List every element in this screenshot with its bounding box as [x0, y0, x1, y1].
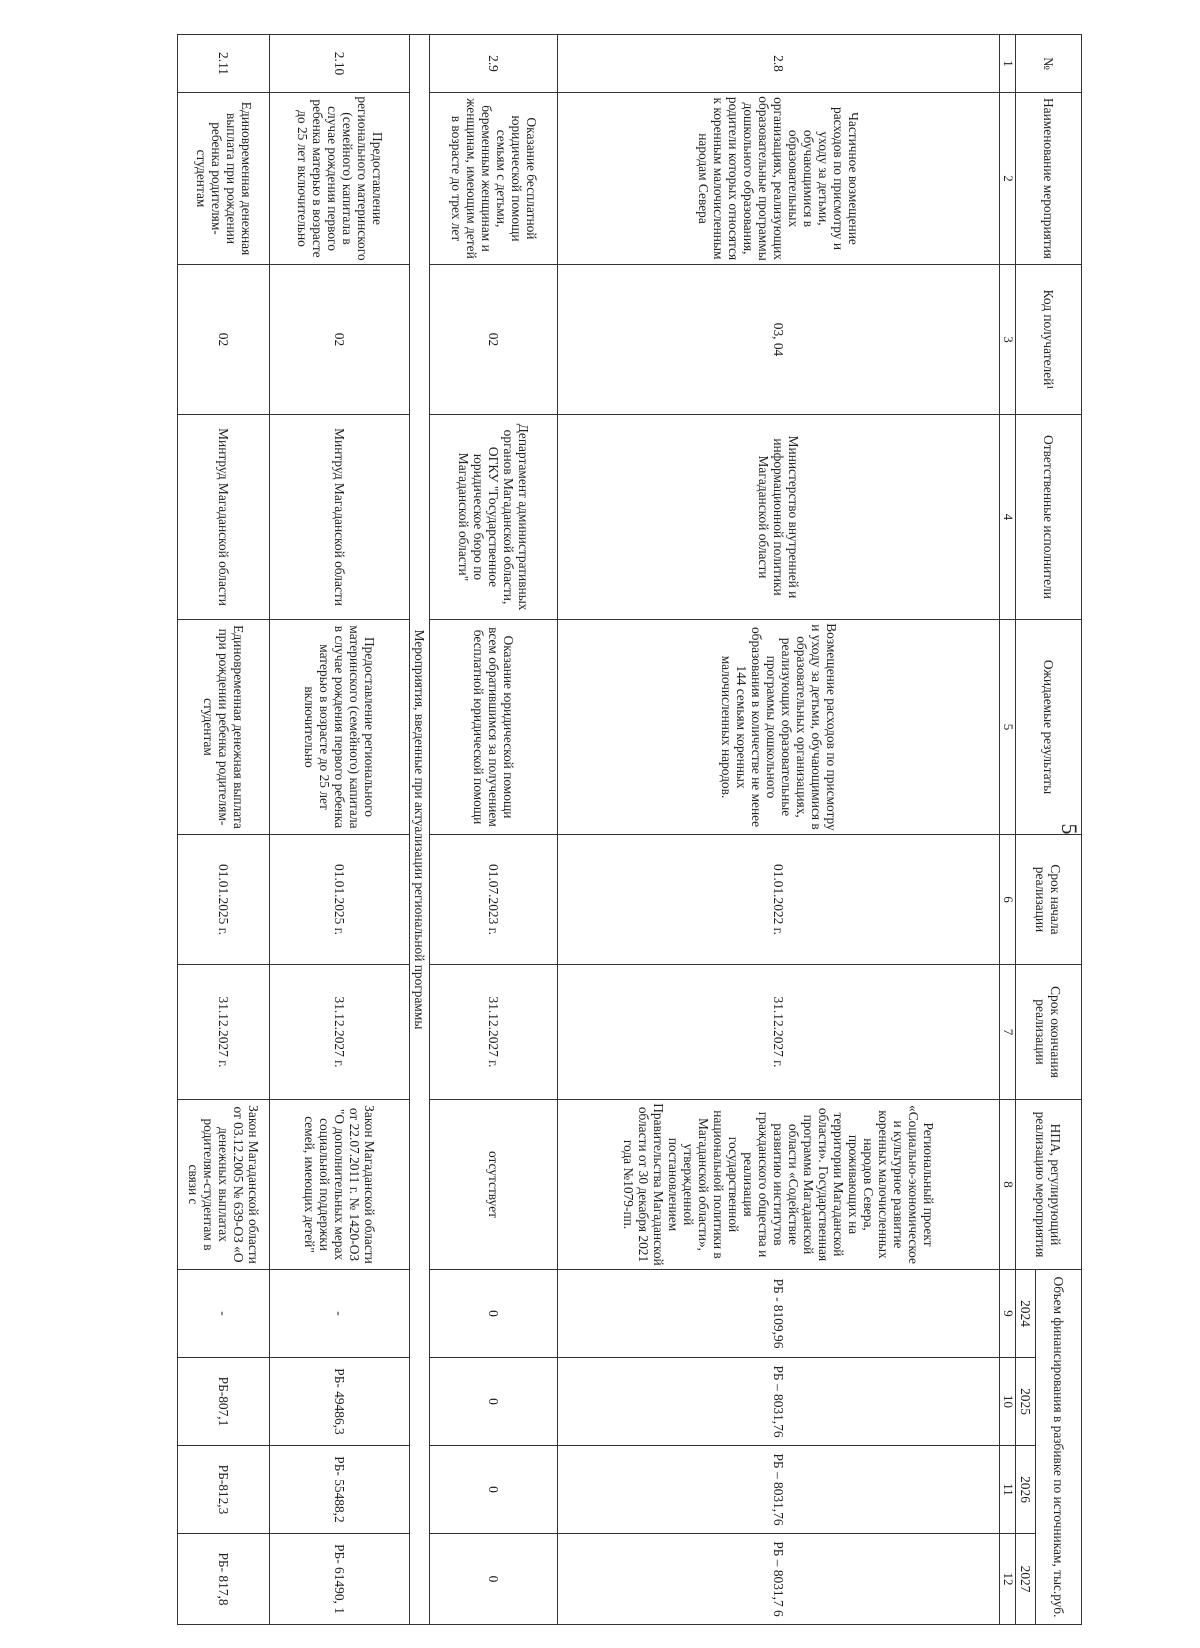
colnum: 1: [1000, 35, 1016, 93]
row-2025: РБ – 8031,76: [558, 1358, 1000, 1446]
table-row: [178, 35, 270, 1625]
row-2024: 0: [430, 1270, 558, 1358]
header-no: №: [1016, 35, 1082, 93]
row-no: 2.11: [178, 35, 270, 93]
colnum: 6: [1000, 835, 1016, 965]
row-executor: Министерство внутренней и информационной политики Магаданской области: [558, 415, 1000, 620]
row-name: Частичное возмещение расходов по присмотру и уходу за детьми, обучающимися в образовательных организациях, реализующих образовательные программы дошкольного образования, родители которых относятся к коренным малочисленным народам Севера: [558, 93, 1000, 265]
row-npa: отсутствует: [430, 1100, 558, 1270]
row-result: Оказание юридической помощи всем обратившимся за получением бесплатной юридической помощи: [430, 620, 558, 835]
row-npa: Закон Магаданской области от 22.07.2011 г. № 1420-ОЗ "О дополнительных мерах социальной поддержки семей, имеющих детей": [270, 1100, 410, 1270]
row-no: 2.8: [558, 35, 1000, 93]
row-code: 02: [270, 265, 410, 415]
row-2026: 0: [430, 1446, 558, 1534]
row-end: 31.12.2027 г.: [558, 965, 1000, 1100]
colnum: 2: [1000, 93, 1016, 265]
colnum: 5: [1000, 620, 1016, 835]
colnum: 10: [1000, 1358, 1016, 1446]
header-npa: НПА, регулирующий реализацию мероприятия: [1016, 1100, 1082, 1270]
header-year-2026: 2026: [1016, 1446, 1036, 1534]
row-npa: Закон Магаданской области от 03.12.2005 № 639-ОЗ «О денежных выплатах родителям-студентам в связи с: [178, 1100, 270, 1270]
row-name: Единовременная денежная выплата при рождении ребенка родителям-студентам: [178, 93, 270, 265]
colnum: 4: [1000, 415, 1016, 620]
section-row: [410, 35, 430, 1625]
header-row: [1036, 35, 1082, 1625]
header-end: Срок окончания реализации: [1016, 965, 1082, 1100]
row-start: 01.01.2022 г.: [558, 835, 1000, 965]
colnum: 11: [1000, 1446, 1016, 1534]
row-result: Возмещение расходов по присмотру и уходу за детьми, обучающимися в образовательных организациях, реализующих образовательные программы дошкольного образования в количестве не менее 144 семьям коренных малочисленных народов.: [558, 620, 1000, 835]
header-executor: Ответственные исполнители: [1016, 415, 1082, 620]
row-2025: 0: [430, 1358, 558, 1446]
row-2024: РБ - 8109,96: [558, 1270, 1000, 1358]
row-2027: РБ – 8031,7 6: [558, 1534, 1000, 1625]
row-code: 03, 04: [558, 265, 1000, 415]
colnum: 8: [1000, 1100, 1016, 1270]
table-row: [558, 35, 1000, 1625]
row-code: 02: [430, 265, 558, 415]
header-year-2025: 2025: [1016, 1358, 1036, 1446]
header-result: Ожидаемые результаты: [1016, 620, 1082, 835]
measures-table: [177, 34, 1082, 1625]
row-executor: Минтруд Магаданской области: [270, 415, 410, 620]
colnum: 9: [1000, 1270, 1016, 1358]
row-2027: РБ- 61490, 1: [270, 1534, 410, 1625]
table-row: [270, 35, 410, 1625]
row-executor: Минтруд Магаданской области: [178, 415, 270, 620]
row-2027: РБ- 817,8: [178, 1534, 270, 1625]
row-start: 01.01.2025 г.: [178, 835, 270, 965]
header-funding: Объем финансирования в разбивке по источникам, тыс.руб.: [1036, 1270, 1082, 1625]
header-start: Срок начала реализации: [1016, 835, 1082, 965]
row-no: 2.10: [270, 35, 410, 93]
row-name: Предоставление регионального материнского (семейного) капитала в случае рождения первого ребенка матерью в возрасте до 25 лет включительно: [270, 93, 410, 265]
row-end: 31.12.2027 г.: [270, 965, 410, 1100]
row-start: 01.07.2023 г.: [430, 835, 558, 965]
row-start: 01.01.2025 г.: [270, 835, 410, 965]
row-2027: 0: [430, 1534, 558, 1625]
row-2024: -: [270, 1270, 410, 1358]
header-year-2027: 2027: [1016, 1534, 1036, 1625]
row-name: Оказание бесплатной юридической помощи семьям с детьми, беременным женщинам и женщинам, имеющим детей в возрасте до трех лет: [430, 93, 558, 265]
row-2026: РБ- 55488,2: [270, 1446, 410, 1534]
page-number: 5: [1057, 823, 1082, 835]
row-result: Единовременная денежная выплата при рождении ребенка родителям-студентам: [178, 620, 270, 835]
rotated-page: [107, 34, 1082, 1624]
row-2025: РБ- 49486,3: [270, 1358, 410, 1446]
header-code: Код получателей¹: [1016, 265, 1082, 415]
colnum: 7: [1000, 965, 1016, 1100]
colnum: 3: [1000, 265, 1016, 415]
row-2024: -: [178, 1270, 270, 1358]
colnum: 12: [1000, 1534, 1016, 1625]
row-2026: РБ – 8031,76: [558, 1446, 1000, 1534]
row-result: Предоставление регионального материнского (семейного) капитала в случае рождения первого ребенка матерью в возрасте до 25 лет включительно: [270, 620, 410, 835]
row-no: 2.9: [430, 35, 558, 93]
table-row: [430, 35, 558, 1625]
row-code: 02: [178, 265, 270, 415]
row-2026: РБ-812,3: [178, 1446, 270, 1534]
section-title: Мероприятия, введенные при актуализации региональной программы: [410, 35, 430, 1625]
row-executor: Департамент административных органов Магаданской области, ОГКУ "Государственное юридическое бюро по Магаданской области": [430, 415, 558, 620]
row-end: 31.12.2027 г.: [430, 965, 558, 1100]
row-npa: Региональный проект «Социально-экономическое и культурное развитие коренных малочисленных народов Севера, проживающих на территории Магаданской области». Государственная программа Магаданской области «Содействие развитию институтов гражданского общества и реализация государственной национальной политики в Магаданской области», утвержденной постановлением Правительства Магаданской области от 30 декабря 2021 года №1079-пп.: [558, 1100, 1000, 1270]
column-numbers-row: [1000, 35, 1016, 1625]
header-year-2024: 2024: [1016, 1270, 1036, 1358]
header-name: Наименование мероприятия: [1016, 93, 1082, 265]
row-2025: РБ-807,1: [178, 1358, 270, 1446]
row-end: 31.12.2027 г.: [178, 965, 270, 1100]
